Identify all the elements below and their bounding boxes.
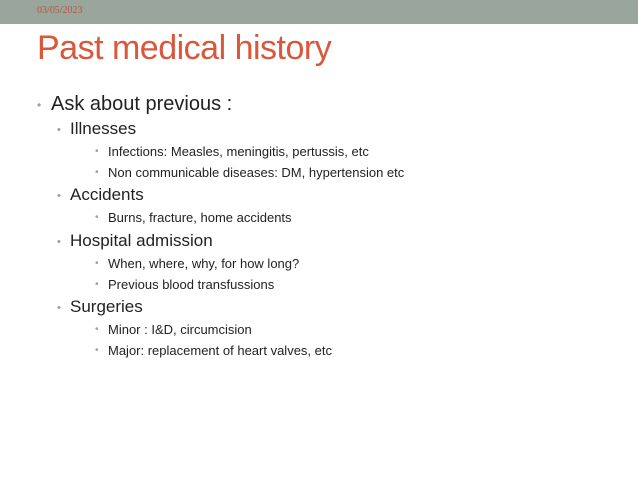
bullet-text: Accidents bbox=[70, 185, 144, 204]
bullet-icon: • bbox=[57, 124, 61, 136]
bullet-text: When, where, why, for how long? bbox=[108, 256, 300, 271]
bullet-icon: • bbox=[37, 98, 42, 112]
bullet-text: Ask about previous : bbox=[51, 93, 233, 115]
bullet-icon: • bbox=[95, 212, 99, 223]
bullet-icon: • bbox=[95, 167, 99, 178]
bullet-text: Illnesses bbox=[70, 119, 137, 138]
bullet-icon: • bbox=[95, 146, 99, 157]
slide-date: 03/05/2023 bbox=[37, 5, 83, 16]
bullet-text: Non communicable diseases: DM, hypertension etc bbox=[108, 165, 405, 180]
bullet-text: Minor : I&D, circumcision bbox=[108, 322, 252, 337]
bullet-text: Hospital admission bbox=[70, 231, 213, 250]
bullet-icon: • bbox=[57, 302, 61, 314]
slide-title: Past medical history bbox=[37, 29, 332, 67]
bullet-icon: • bbox=[95, 324, 99, 335]
bullet-text: Burns, fracture, home accidents bbox=[108, 210, 292, 225]
bullet-icon: • bbox=[95, 258, 99, 269]
bullet-text: Surgeries bbox=[70, 297, 143, 316]
bullet-icon: • bbox=[95, 345, 99, 356]
bullet-icon: • bbox=[57, 190, 61, 202]
bullet-text: Previous blood transfussions bbox=[108, 277, 275, 292]
bullet-text: Major: replacement of heart valves, etc bbox=[108, 343, 332, 358]
header-band bbox=[0, 0, 638, 24]
bullet-icon: • bbox=[95, 279, 99, 290]
bullet-icon: • bbox=[57, 236, 61, 248]
bullet-text: Infections: Measles, meningitis, pertussis, etc bbox=[108, 144, 369, 159]
